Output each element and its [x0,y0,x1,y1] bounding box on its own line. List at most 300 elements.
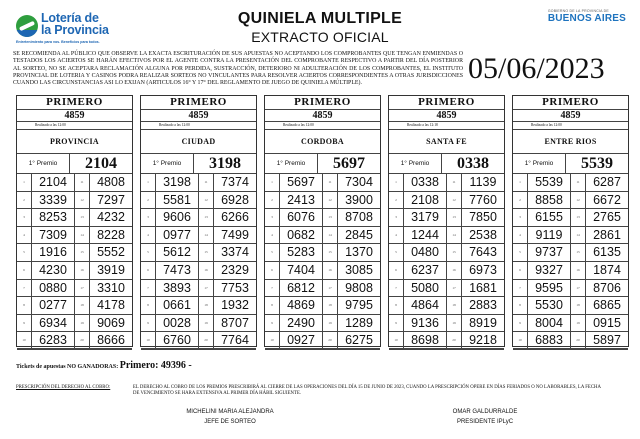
position-index: 14 [447,227,462,244]
result-number: 2108 [404,192,447,209]
draw-time: Realizado a las 12:18 [389,122,504,130]
position-index: 20 [571,332,586,348]
table-row [389,332,504,350]
position-index: 18 [447,297,462,314]
position-index: 12 [447,192,462,209]
table-row [389,315,504,333]
result-number: 1932 [221,298,249,313]
result-number: 6760 [156,332,199,348]
position-index: 7 [389,280,404,297]
table-row [265,244,380,262]
table-row [265,209,380,227]
position-index: 12 [571,192,586,209]
result-number: 5539 [528,174,571,191]
position-index: 8 [265,297,280,314]
position-index: 15 [75,244,90,261]
position-index: 19 [75,315,90,332]
position-index: 3 [513,209,528,226]
logo-tagline: Entretenimiento para vos. Beneficios para todos. [16,40,100,44]
table-row [141,227,256,245]
result-number: 6283 [32,332,75,348]
position-index: 19 [447,315,462,332]
draw-time: Realizado a las 12:00 [141,122,256,130]
position-index: 16 [199,262,214,279]
result-number: 6812 [280,280,323,297]
position-index: 18 [571,297,586,314]
result-number: 5283 [280,244,323,261]
result-number: 2861 [593,227,621,242]
position-index: 4 [513,227,528,244]
position-index: 4 [17,227,32,244]
table-row [141,262,256,280]
result-number: 5897 [593,333,621,348]
draw-number: 4859 [141,110,256,122]
results-grid [141,174,256,350]
table-row [17,209,132,227]
table-row [513,244,628,262]
notice-text: SE RECOMIENDA AL PÚBLICO QUE OBSERVE LA EXACTA ESCRITURACIÓN DE SUS APUESTAS NO ACEPTANDO LOS COMPROBANTES QUE TENGAN ENMIENDAS O TESTADOS LOS ACIERTOS SE HARÁN EFECTIVOS POR EL AGENTE CONTRA LA PRESENTACIÓN DEL COMPROBANTE RESPECTIVO A PARTIR DEL DÍA POSTERIOR AL SORTEO, NO SE ACEPTARA RECLAMACIÓN ALGUNA POR PERDIDA, SUSTRACCIÓN, DETERIORO NI ADULTERACIÓN DE LOS COMPROBANTES, EL INSTITUTO PROVINCIAL DE LOTERIA Y CASINOS PODRA REALIZAR SORTEOS NO VINCULANTES PARA RESOLVER ACIERTOS CORRESPONDIENTES A OTRAS JURISDICCIONES CUANDO LAS CIRCUNSTANCIAS ASI LO EXIJAN (ARTICULOS 16° Y 17° DEL REGLAMENTO DE JUEGO DE QUINIELA MÚLTIPLE). [13,51,463,87]
result-number: 0277 [32,297,75,314]
position-index: 7 [17,280,32,297]
first-prize-value: 5539 [581,155,613,172]
result-number: 6934 [32,315,75,332]
draw-name: PRIMERO [265,96,380,110]
table-row [389,209,504,227]
position-index: 17 [571,280,586,297]
result-number: 5080 [404,280,447,297]
position-index: 5 [513,244,528,261]
first-prize-row [513,154,628,174]
result-number: 1370 [345,245,373,260]
result-number: 6155 [528,209,571,226]
first-prize-row [17,154,132,174]
table-row [265,297,380,315]
result-number: 5552 [97,245,125,260]
position-index: 18 [323,297,338,314]
result-box-cordoba [264,95,381,347]
position-index: 15 [447,244,462,261]
position-index: 2 [265,192,280,209]
prescription-label: PRESCRIPCIÓN DEL DERECHO AL COBRO: [16,385,111,390]
first-prize-row [389,154,504,174]
logo-line2: la Provincia [41,23,109,37]
signature-name: OMAR GALDURRALDE [452,409,518,415]
gov-small-text: GOBIERNO DE LA PROVINCIA DE [547,9,609,13]
position-index: 3 [141,209,156,226]
result-number: 0338 [404,174,447,191]
position-index: 13 [323,209,338,226]
result-number: 6275 [345,333,373,348]
position-index: 10 [513,332,528,348]
draw-number: 4859 [17,110,132,122]
table-row [141,244,256,262]
table-row [265,332,380,350]
result-number: 4232 [97,210,125,225]
result-number: 8253 [32,209,75,226]
result-number: 7764 [221,333,249,348]
position-index: 9 [389,315,404,332]
first-prize-value: 0338 [457,155,489,172]
position-index: 11 [323,174,338,191]
position-index: 7 [513,280,528,297]
result-number: 6237 [404,262,447,279]
first-prize-label: 1° Premio [389,154,442,173]
table-row [17,297,132,315]
position-index: 11 [447,174,462,191]
tickets-value: Primero: 49396 - [119,360,192,371]
position-index: 7 [265,280,280,297]
table-row [265,262,380,280]
table-row [17,262,132,280]
page-title: QUINIELA MULTIPLE [237,10,403,27]
table-row [513,192,628,210]
table-row [17,332,132,350]
result-number: 1874 [593,262,621,277]
position-index: 1 [265,174,280,191]
table-row [141,280,256,298]
tickets-label: Tickets de apuestas NO GANADORAS: [16,364,119,370]
result-number: 1916 [32,244,75,261]
result-number: 3085 [345,262,373,277]
result-number: 3310 [97,280,125,295]
table-row [17,244,132,262]
gov-big-text: BUENOS AIRES [547,13,626,24]
table-row [513,332,628,350]
position-index: 15 [323,244,338,261]
position-index: 10 [265,332,280,348]
logo-line1: Lotería de [41,11,99,25]
position-index: 17 [75,280,90,297]
position-index: 8 [141,297,156,314]
position-index: 5 [265,244,280,261]
result-number: 0480 [404,244,447,261]
position-index: 20 [199,332,214,348]
draw-number: 4859 [513,110,628,122]
result-number: 8707 [221,315,249,330]
position-index: 15 [199,244,214,261]
position-index: 10 [141,332,156,348]
province-name: ENTRE RIOS [513,130,628,154]
result-number: 0915 [593,315,621,330]
position-index: 14 [323,227,338,244]
prescription-text: EL DERECHO AL COBRO DE LOS PREMIOS PRESCRIBIRÁ AL CIERRE DE LAS OPERACIONES DEL DÍA 15 DE JUNIO DE 2023, CUANDO LA PRESCRIPCIÓN OPERE EN DÍAS FERIADOS O NO LABORABLES, LA FECHA DE VENCIMIENTO SE HARA EXTENSIVA AL PRIMER DÍA HÁBIL SIGUIENTE. [133,385,601,396]
position-index: 18 [75,297,90,314]
result-number: 7473 [156,262,199,279]
position-index: 20 [447,332,462,348]
province-name: CORDOBA [265,130,380,154]
position-index: 14 [75,227,90,244]
position-index: 3 [265,209,280,226]
result-number: 8004 [528,315,571,332]
province-name: PROVINCIA [17,130,132,154]
result-number: 6287 [593,175,621,189]
result-number: 8919 [469,315,497,330]
position-index: 6 [141,262,156,279]
position-index: 16 [75,262,90,279]
result-number: 7760 [469,192,497,207]
table-row [141,209,256,227]
position-index: 9 [265,315,280,332]
table-row [141,192,256,210]
table-row [17,174,132,192]
position-index: 4 [265,227,280,244]
table-row [17,192,132,210]
result-number: 7374 [221,175,249,189]
position-index: 2 [389,192,404,209]
table-row [265,315,380,333]
draw-name: PRIMERO [389,96,504,110]
page-subtitle: EXTRACTO OFICIAL [251,29,389,45]
table-row [513,174,628,192]
table-row [17,280,132,298]
result-number: 4230 [32,262,75,279]
table-row [513,262,628,280]
signature-name: MICHELINI MARIA ALEJANDRA [186,409,274,415]
result-number: 5612 [156,244,199,261]
position-index: 20 [323,332,338,348]
results-grid [513,174,628,350]
position-index: 17 [199,280,214,297]
result-number: 2845 [345,227,373,242]
position-index: 19 [199,315,214,332]
result-number: 6266 [221,210,249,225]
first-prize-label: 1° Premio [513,154,566,173]
result-number: 0661 [156,297,199,314]
result-number: 8708 [345,210,373,225]
result-number: 6135 [593,245,621,260]
result-box-santa-fe [388,95,505,347]
draw-number: 4859 [389,110,504,122]
result-box-ciudad [140,95,257,347]
result-number: 9737 [528,244,571,261]
table-row [265,192,380,210]
position-index: 10 [17,332,32,348]
result-number: 6672 [593,192,621,207]
table-row [141,174,256,192]
result-number: 1244 [404,227,447,244]
result-number: 0028 [156,315,199,332]
first-prize-label: 1° Premio [141,154,194,173]
position-index: 5 [141,244,156,261]
position-index: 12 [75,192,90,209]
position-index: 3 [17,209,32,226]
position-index: 1 [17,174,32,191]
result-number: 1681 [469,280,497,295]
result-number: 3339 [32,192,75,209]
position-index: 17 [323,280,338,297]
position-index: 9 [141,315,156,332]
table-row [389,244,504,262]
position-index: 2 [513,192,528,209]
result-number: 0977 [156,227,199,244]
result-number: 6973 [469,262,497,277]
result-number: 0880 [32,280,75,297]
result-number: 7753 [221,280,249,295]
signature-jefe-sorteo [160,407,300,427]
position-index: 15 [571,244,586,261]
result-number: 9795 [345,298,373,313]
draw-name: PRIMERO [17,96,132,110]
buenos-aires-logo [548,9,626,24]
position-index: 1 [389,174,404,191]
position-index: 6 [265,262,280,279]
position-index: 6 [17,262,32,279]
result-number: 5697 [280,174,323,191]
result-number: 3900 [345,192,373,207]
position-index: 11 [75,174,90,191]
draw-name: PRIMERO [513,96,628,110]
result-number: 7499 [221,227,249,242]
draw-name: PRIMERO [141,96,256,110]
result-number: 8698 [404,332,447,348]
position-index: 2 [17,192,32,209]
result-number: 7297 [97,192,125,207]
result-number: 7304 [345,175,373,189]
table-row [389,280,504,298]
table-row [513,227,628,245]
result-number: 3179 [404,209,447,226]
result-box-provincia [16,95,133,347]
result-number: 9595 [528,280,571,297]
table-row [141,332,256,350]
signature-role: JEFE DE SORTEO [204,419,256,425]
result-number: 9606 [156,209,199,226]
position-index: 1 [141,174,156,191]
position-index: 2 [141,192,156,209]
draw-time: Realizado a las 12:00 [513,122,628,130]
position-index: 4 [389,227,404,244]
position-index: 6 [513,262,528,279]
position-index: 6 [389,262,404,279]
table-row [17,315,132,333]
result-number: 6076 [280,209,323,226]
result-number: 5581 [156,192,199,209]
result-number: 1139 [469,175,497,189]
first-prize-label: 1° Premio [265,154,318,173]
result-number: 4864 [404,297,447,314]
position-index: 13 [75,209,90,226]
position-index: 8 [513,297,528,314]
result-number: 8666 [97,333,125,348]
result-number: 2329 [221,262,249,277]
position-index: 5 [17,244,32,261]
position-index: 4 [141,227,156,244]
result-number: 4178 [97,298,125,313]
position-index: 16 [571,262,586,279]
table-row [513,280,628,298]
draw-date: 05/06/2023 [468,52,605,85]
province-name: CIUDAD [141,130,256,154]
result-number: 7850 [469,210,497,225]
result-number: 1289 [345,315,373,330]
result-number: 9069 [97,315,125,330]
position-index: 16 [447,262,462,279]
results-boxes [16,95,626,347]
position-index: 11 [571,174,586,191]
table-row [513,315,628,333]
result-number: 0682 [280,227,323,244]
position-index: 18 [199,297,214,314]
first-prize-label: 1° Premio [17,154,70,173]
result-number: 7404 [280,262,323,279]
draw-time: Realizado a las 12:00 [17,122,132,130]
result-number: 3893 [156,280,199,297]
result-number: 7643 [469,245,497,260]
result-number: 9136 [404,315,447,332]
table-row [141,315,256,333]
position-index: 8 [17,297,32,314]
result-number: 2413 [280,192,323,209]
table-row [513,297,628,315]
position-index: 17 [447,280,462,297]
table-row [389,297,504,315]
result-number: 9218 [469,333,497,348]
signature-role: PRESIDENTE IPLyC [456,419,514,425]
table-row [265,174,380,192]
result-number: 6928 [221,192,249,207]
position-index: 8 [389,297,404,314]
table-row [141,297,256,315]
position-index: 12 [323,192,338,209]
position-index: 11 [199,174,214,191]
table-row [389,192,504,210]
position-index: 13 [199,209,214,226]
result-box-entre-rios [512,95,629,347]
result-number: 3198 [156,174,199,191]
result-number: 3374 [221,245,249,260]
table-row [17,227,132,245]
result-number: 7309 [32,227,75,244]
draw-number: 4859 [265,110,380,122]
position-index: 13 [447,209,462,226]
result-number: 9327 [528,262,571,279]
first-prize-value: 2104 [85,155,117,172]
draw-time: Realizado a las 12:00 [265,122,380,130]
result-number: 9119 [528,227,571,244]
position-index: 16 [323,262,338,279]
table-row [265,280,380,298]
result-number: 0927 [280,332,323,348]
position-index: 9 [17,315,32,332]
position-index: 12 [199,192,214,209]
result-number: 9808 [345,280,373,295]
signature-presidente [415,407,555,427]
position-index: 1 [513,174,528,191]
first-prize-value: 3198 [209,155,241,172]
table-row [265,227,380,245]
position-index: 19 [571,315,586,332]
results-grid [17,174,132,350]
position-index: 19 [323,315,338,332]
first-prize-value: 5697 [333,155,365,172]
position-index: 7 [141,280,156,297]
results-grid [265,174,380,350]
position-index: 9 [513,315,528,332]
position-index: 3 [389,209,404,226]
first-prize-row [141,154,256,174]
position-index: 14 [199,227,214,244]
position-index: 5 [389,244,404,261]
position-index: 20 [75,332,90,348]
position-index: 10 [389,332,404,348]
result-number: 4869 [280,297,323,314]
result-number: 8858 [528,192,571,209]
result-number: 4808 [97,175,125,189]
province-name: SANTA FE [389,130,504,154]
position-index: 13 [571,209,586,226]
result-number: 6865 [593,298,621,313]
result-number: 3919 [97,262,125,277]
